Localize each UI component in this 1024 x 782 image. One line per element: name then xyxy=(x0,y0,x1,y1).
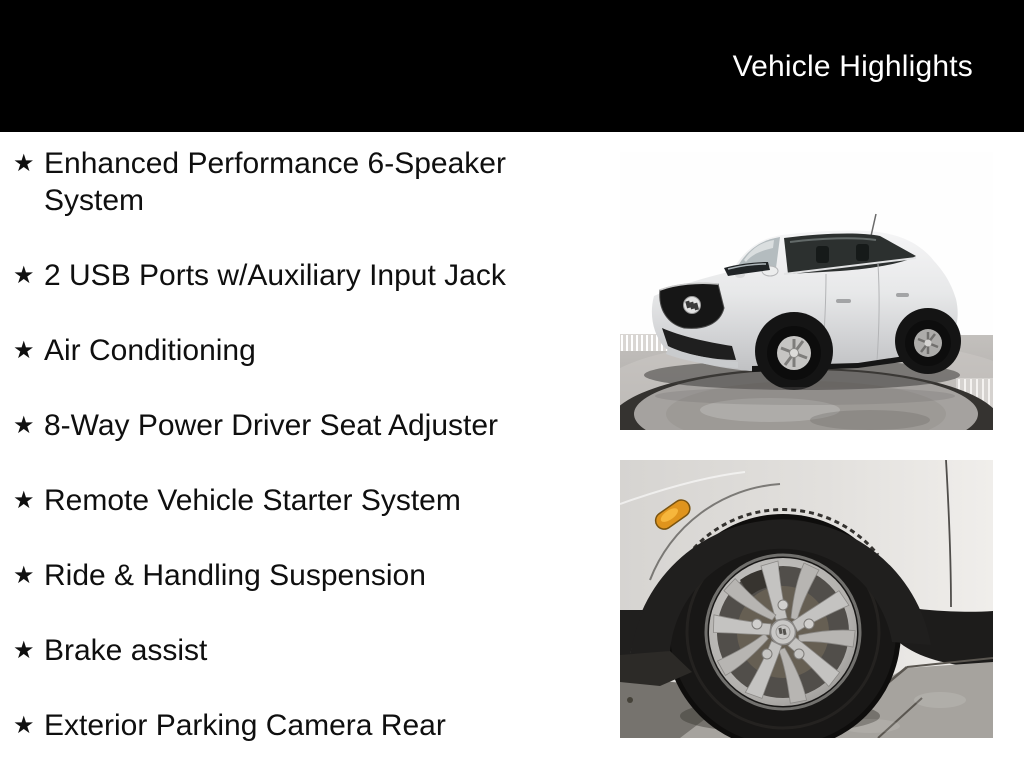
feature-label: Ride & Handling Suspension xyxy=(44,559,426,592)
star-bullet-icon: ★ xyxy=(13,636,35,664)
feature-item xyxy=(13,632,573,669)
star-bullet-icon: ★ xyxy=(13,561,35,589)
feature-item xyxy=(13,145,573,219)
front-wheel xyxy=(767,326,821,380)
feature-item xyxy=(13,557,573,594)
feature-label: 2 USB Ports w/Auxiliary Input Jack xyxy=(44,259,506,292)
star-bullet-icon: ★ xyxy=(13,149,35,177)
vehicle-photo-wheel xyxy=(620,460,993,738)
feature-label: Enhanced Performance 6-Speaker System xyxy=(44,147,506,217)
feature-list xyxy=(13,145,573,782)
feature-label: Air Conditioning xyxy=(44,334,256,367)
vehicle-photo-exterior xyxy=(620,152,993,430)
rear-wheel xyxy=(905,320,951,366)
suv-illustration xyxy=(620,152,993,430)
star-bullet-icon: ★ xyxy=(13,711,35,739)
feature-item xyxy=(13,332,573,369)
feature-label: Brake assist xyxy=(44,634,208,667)
page-title: Vehicle Highlights xyxy=(732,50,973,83)
star-bullet-icon: ★ xyxy=(13,261,35,289)
feature-label: Remote Vehicle Starter System xyxy=(44,484,461,517)
header-bar xyxy=(0,0,1024,132)
feature-item xyxy=(13,482,573,519)
alloy-wheel xyxy=(706,555,862,711)
feature-label: 8-Way Power Driver Seat Adjuster xyxy=(44,409,499,442)
feature-item xyxy=(13,707,573,744)
star-bullet-icon: ★ xyxy=(13,411,35,439)
feature-item xyxy=(13,407,573,444)
wheel-illustration xyxy=(620,460,993,738)
feature-label: Exterior Parking Camera Rear xyxy=(44,709,446,742)
star-bullet-icon: ★ xyxy=(13,486,35,514)
feature-item xyxy=(13,257,573,294)
star-bullet-icon: ★ xyxy=(13,336,35,364)
